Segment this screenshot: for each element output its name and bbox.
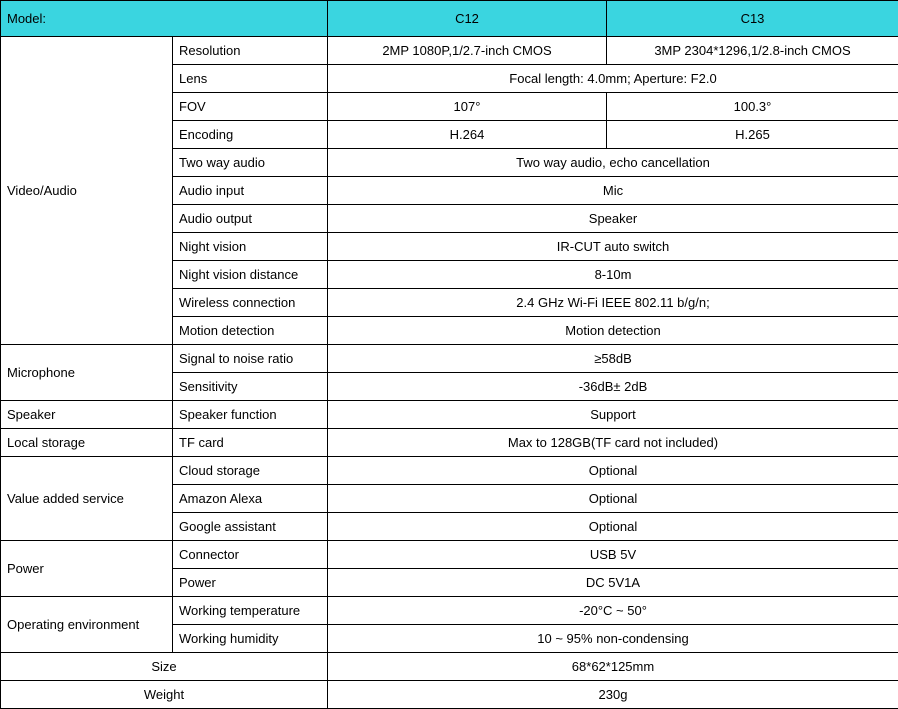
- value-c13: 100.3°: [607, 93, 898, 121]
- attribute-label: Working temperature: [173, 597, 328, 625]
- category-local-storage: Local storage: [1, 429, 173, 457]
- table-row: [1, 597, 898, 625]
- header-column-c12: C12: [328, 1, 607, 37]
- value-c12: 2MP 1080P,1/2.7-inch CMOS: [328, 37, 607, 65]
- value-shared: 8-10m: [328, 261, 898, 289]
- table-row: [1, 541, 898, 569]
- category-speaker: Speaker: [1, 401, 173, 429]
- attribute-label: Signal to noise ratio: [173, 345, 328, 373]
- attribute-label: Night vision: [173, 233, 328, 261]
- attribute-label: Power: [173, 569, 328, 597]
- table-row: [1, 681, 898, 709]
- attribute-label: Cloud storage: [173, 457, 328, 485]
- attribute-label: Lens: [173, 65, 328, 93]
- table-row: [1, 429, 898, 457]
- header-column-c13: C13: [607, 1, 898, 37]
- value-c12: 107°: [328, 93, 607, 121]
- table-row: [1, 37, 898, 65]
- value-shared: -36dB± 2dB: [328, 373, 898, 401]
- value-shared: Motion detection: [328, 317, 898, 345]
- value-shared: 68*62*125mm: [328, 653, 898, 681]
- value-shared: USB 5V: [328, 541, 898, 569]
- value-shared: 10 ~ 95% non-condensing: [328, 625, 898, 653]
- attribute-label: Amazon Alexa: [173, 485, 328, 513]
- table-row: [1, 401, 898, 429]
- table-row: [1, 653, 898, 681]
- attribute-label: Two way audio: [173, 149, 328, 177]
- value-shared: Support: [328, 401, 898, 429]
- value-shared: -20°C ~ 50°: [328, 597, 898, 625]
- value-c13: 3MP 2304*1296,1/2.8-inch CMOS: [607, 37, 898, 65]
- value-shared: Focal length: 4.0mm; Aperture: F2.0: [328, 65, 898, 93]
- value-shared: IR-CUT auto switch: [328, 233, 898, 261]
- header-model-label: Model:: [1, 1, 328, 37]
- attribute-label: FOV: [173, 93, 328, 121]
- value-shared: Optional: [328, 513, 898, 541]
- value-shared: Mic: [328, 177, 898, 205]
- category-power: Power: [1, 541, 173, 597]
- attribute-label: Audio input: [173, 177, 328, 205]
- table-row: [1, 345, 898, 373]
- attribute-label: Encoding: [173, 121, 328, 149]
- value-shared: Max to 128GB(TF card not included): [328, 429, 898, 457]
- category-microphone: Microphone: [1, 345, 173, 401]
- category-size: Size: [1, 653, 328, 681]
- attribute-label: TF card: [173, 429, 328, 457]
- attribute-label: Audio output: [173, 205, 328, 233]
- value-c13: H.265: [607, 121, 898, 149]
- value-shared: Speaker: [328, 205, 898, 233]
- value-shared: Optional: [328, 485, 898, 513]
- attribute-label: Motion detection: [173, 317, 328, 345]
- attribute-label: Connector: [173, 541, 328, 569]
- category-video-audio: Video/Audio: [1, 37, 173, 345]
- value-shared: 230g: [328, 681, 898, 709]
- category-value-added-service: Value added service: [1, 457, 173, 541]
- table-header-row: [1, 1, 898, 37]
- attribute-label: Speaker function: [173, 401, 328, 429]
- value-shared: DC 5V1A: [328, 569, 898, 597]
- value-shared: Two way audio, echo cancellation: [328, 149, 898, 177]
- category-operating-environment: Operating environment: [1, 597, 173, 653]
- attribute-label: Resolution: [173, 37, 328, 65]
- attribute-label: Google assistant: [173, 513, 328, 541]
- attribute-label: Sensitivity: [173, 373, 328, 401]
- value-shared: ≥58dB: [328, 345, 898, 373]
- value-shared: Optional: [328, 457, 898, 485]
- attribute-label: Night vision distance: [173, 261, 328, 289]
- category-weight: Weight: [1, 681, 328, 709]
- attribute-label: Wireless connection: [173, 289, 328, 317]
- value-c12: H.264: [328, 121, 607, 149]
- table-row: [1, 457, 898, 485]
- value-shared: 2.4 GHz Wi-Fi IEEE 802.11 b/g/n;: [328, 289, 898, 317]
- attribute-label: Working humidity: [173, 625, 328, 653]
